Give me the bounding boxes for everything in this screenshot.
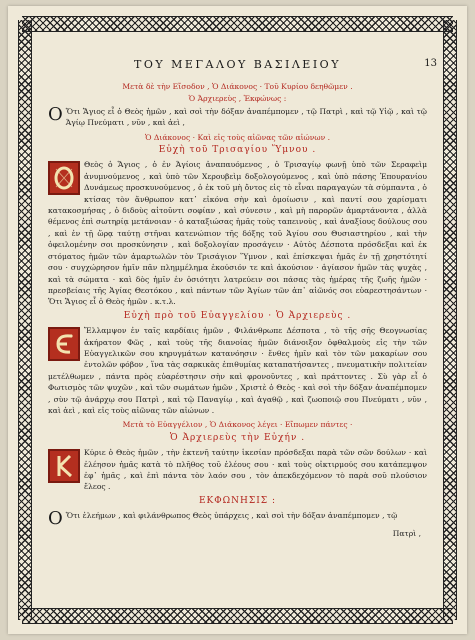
heading-ekphonesis: ΕΚΦΩΝΗΣΙΣ :: [198, 495, 277, 506]
ornamental-border-right: [443, 20, 457, 620]
ekphonesis2-paragraph: [48, 508, 427, 530]
red-initial-o: [48, 161, 80, 195]
letter-k-icon: [52, 453, 76, 479]
ekphonesis-text: Ὅτι Ἅγιος εἶ ὁ Θεὸς ἡμῶν , καὶ σοὶ τὴν δόξαν ἀναπέμπομεν , τῷ Πατρὶ , καὶ τῷ Υἱῷ , καὶ τῷ Ἁγίῳ Πνεύματι , νῦν , καὶ ἀεὶ ,: [65, 106, 427, 128]
ekphonesis2-text: Ὅτι ἐλεήμων , καὶ φιλάνθρωπος Θεὸς ὑπάρχεις , καὶ σοὶ τὴν δόξαν ἀναπέμπομεν , τῷ: [65, 511, 398, 521]
initial-omicron: O: [48, 103, 63, 125]
prayer-text: Κύριε ὁ Θεὸς ἡμῶν , τὴν ἐκτενῆ ταύτην ἱκεσίαν πρόσδεξαι παρὰ τῶν σῶν δούλων · καὶ ἐλέησον ἡμᾶς κατὰ τὸ πλῆθος τοῦ ἐλέους σου · καὶ τοὺς οἰκτιρμούς σου κατάπεμψον ἐφ᾽ ἡμᾶς , καὶ ἐπὶ πάντα τὸν λαόν σου , τὸν ἀπεκδεχόμενον τὸ παρὰ σοῦ πλούσιον ἔλεος .: [84, 448, 427, 492]
gospel-paragraph: [48, 325, 427, 416]
heading-gospel: Εὐχὴ πρὸ τοῦ Εὐαγγελίου · Ὁ Ἀρχιερεὺς .: [123, 310, 352, 321]
page-body: [48, 80, 427, 604]
deacon-response: [48, 132, 427, 143]
heading-trisagion: Εὐχὴ τοῦ Τρισαγίου Ὕμνου .: [158, 145, 317, 156]
heading-prayer: Ὁ Ἀρχιερεὺς τὴν Εὐχήν .: [169, 432, 306, 443]
red-initial-k: [48, 449, 80, 483]
prayer-paragraph: [48, 447, 427, 493]
ornamental-border-bottom: [22, 608, 453, 624]
rubric-after-entrance: Μετὰ δὲ τὴν Εἴσοδον , Ὁ Διάκονος · Τοῦ Κυρίου δεηθῶμεν .: [122, 82, 353, 91]
rubric-bishop: Ὁ Ἀρχιερεὺς , Ἐκφώνως :: [188, 94, 287, 104]
rubric-after-gospel: Μετὰ τὸ Εὐαγγέλιον , Ὁ Διάκονος λέγει · Εἴπωμεν πάντες ·: [122, 420, 353, 430]
page-header: [38, 58, 437, 74]
running-title: ΤΟΥ ΜΕΓΑΛΟΥ ΒΑΣΙΛΕΙΟΥ: [134, 58, 341, 71]
ornamental-border-top: [22, 16, 453, 32]
ekphonesis-paragraph: [48, 103, 427, 129]
closing-line: Πατρὶ ,: [392, 529, 421, 539]
book-page: [8, 6, 467, 634]
red-initial-e: [48, 327, 80, 361]
initial-omicron-2: O: [48, 508, 63, 530]
page-number: 13: [424, 58, 437, 69]
deacon-response-text: Ὁ Διάκονος · Καὶ εἰς τοὺς αἰῶνας τῶν αἰώνων .: [144, 132, 331, 142]
letter-o-icon: [52, 165, 76, 191]
gospel-text: Ἔλλαμψον ἐν ταῖς καρδίαις ἡμῶν , Φιλάνθρωπε Δέσποτα , τὸ τῆς σῆς Θεογνωσίας ἀκήρατον Φῶς , καὶ τοὺς τῆς διανοίας ἡμῶν διάνοιξον ὀφθαλμοὺς εἰς τὴν τῶν Εὐαγγελικῶν σου κηρυγμάτων κατανόησιν · ἔνθες ἡμῖν καὶ τὸν τῶν μακαρίων σου ἐντολῶν φόβον , ἵνα τὰς σαρκικὰς ἐπιθυμίας καταπατήσαντες , πνευματικὴν πολιτείαν μετέλθωμεν , πάντα πρὸς εὐαρέστησιν σὴν καὶ φρονοῦντες , καὶ πράττοντες . Σὺ γὰρ εἶ ὁ Φωτισμὸς τῶν ψυχῶν , καὶ τῶν σωμάτων ἡμῶν , Χριστὲ ὁ Θεὸς · καὶ σοὶ τὴν δόξαν ἀναπέμπομεν , σὺν τῷ ἀνάρχῳ σου Πατρὶ , καὶ τῷ Παναγίῳ , καὶ ἀγαθῷ , καὶ ζωοποιῷ σου Πνεύματι , νῦν , καὶ ἀεὶ , καὶ εἰς τοὺς αἰῶνας τῶν αἰώνων .: [48, 326, 427, 415]
trisagion-paragraph: [48, 159, 427, 307]
trisagion-text: Θεὸς ὁ Ἅγιος , ὁ ἐν Ἁγίοις ἀναπαυόμενος , ὁ Τρισαγίῳ φωνῇ ὑπὸ τῶν Σεραφεὶμ ἀνυμνούμενος , καὶ ὑπὸ τῶν Χερουβεὶμ δοξολογούμενος , καὶ ὑπὸ πάσης Ἐπουρανίου Δυνάμεως προσκυνούμενος , ὁ ἐκ τοῦ μὴ ὄντος εἰς τὸ εἶναι παραγαγὼν τὰ σύμπαντα , ὁ κτίσας τὸν ἄνθρωπον κατ᾽ εἰκόνα σὴν καὶ ὁμοίωσιν , καὶ παντί σου χαρίσματι κατακοσμήσας , ὁ διδοὺς αἰτοῦντι σοφίαν , καὶ σύνεσιν , καὶ μὴ παρορῶν ἁμαρτάνοντα , ἀλλὰ θέμενος ἐπὶ σωτηρίᾳ μετάνοιαν · ὁ καταξιώσας ἡμᾶς τοὺς ταπεινοὺς , καὶ ἀναξίους δούλους σου , καὶ ἐν τῇ ὥρᾳ ταύτῃ στῆναι κατενώπιον τῆς δόξης τοῦ Ἁγίου σου Θυσιαστηρίου , καὶ τὴν ὀφειλομένην σοι προσκύνησιν , καὶ δοξολογίαν προσάγειν · Αὐτὸς Δέσποτα πρόσδεξαι καὶ ἐκ στόματος ἡμῶν τῶν ἁμαρτωλῶν τὸν Τρισάγιον Ὕμνον , καὶ ἐπίσκεψαι ἡμᾶς ἐν τῇ χρηστότητί σου · συγχώρησον ἡμῖν πᾶν πλημμέλημα ἑκούσιόν τε καὶ ἀκούσιον · ἁγίασον ἡμῶν τὰς ψυχὰς , καὶ τὰ σώματα · καὶ δὸς ἡμῖν ἐν ὁσιότητι λατρεύειν σοι πάσας τὰς ἡμέρας τῆς ζωῆς ἡμῶν · πρεσβείαις τῆς Ἁγίας Θεοτόκου , καὶ πάντων τῶν Ἁγίων τῶν ἀπ᾽ αἰῶνός σοι εὐαρεστησάντων · Ὅτι Ἅγιος εἶ ὁ Θεὸς ἡμῶν . κ.τ.λ.: [48, 160, 427, 307]
letter-e-icon: [52, 331, 76, 357]
ornamental-border-left: [18, 20, 32, 620]
